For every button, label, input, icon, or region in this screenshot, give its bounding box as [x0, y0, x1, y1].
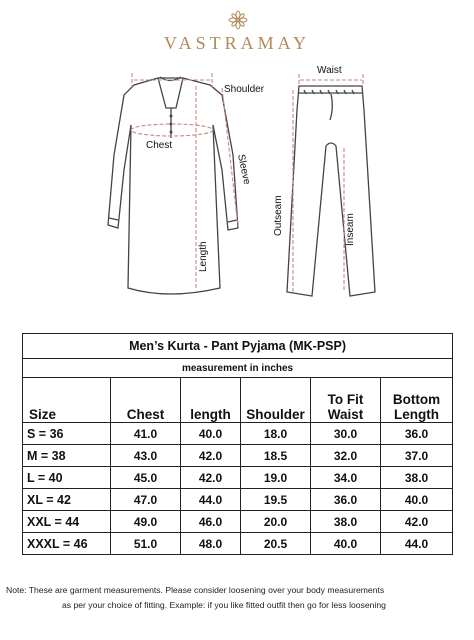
- cell-shoulder: 18.5: [241, 445, 311, 467]
- cell-chest: 43.0: [111, 445, 181, 467]
- header-to-fit-waist: To Fit Waist: [311, 378, 381, 423]
- header-shoulder: Shoulder: [241, 378, 311, 423]
- label-chest: Chest: [146, 140, 173, 151]
- cell-shoulder: 19.5: [241, 489, 311, 511]
- table-row: [23, 423, 453, 445]
- cell-size: XXXL = 46: [23, 533, 111, 555]
- cell-size: M = 38: [23, 445, 111, 467]
- label-sleeve: Sleeve: [235, 153, 253, 186]
- cell-length: 48.0: [181, 533, 241, 555]
- label-length: Length: [198, 241, 209, 272]
- label-waist: Waist: [317, 65, 342, 76]
- cell-chest: 45.0: [111, 467, 181, 489]
- cell-bottom-length: 37.0: [381, 445, 453, 467]
- cell-length: 44.0: [181, 489, 241, 511]
- cell-waist: 40.0: [311, 533, 381, 555]
- cell-size: XL = 42: [23, 489, 111, 511]
- note-line-1: Note: These are garment measurements. Please consider loosening over your body measurements: [6, 585, 385, 595]
- measurement-diagram: [0, 60, 474, 315]
- cell-bottom-length: 38.0: [381, 467, 453, 489]
- cell-chest: 41.0: [111, 423, 181, 445]
- cell-shoulder: 20.5: [241, 533, 311, 555]
- cell-length: 42.0: [181, 445, 241, 467]
- cell-bottom-length: 42.0: [381, 511, 453, 533]
- cell-chest: 49.0: [111, 511, 181, 533]
- table-row: [23, 533, 453, 555]
- table-row: [23, 445, 453, 467]
- cell-size: L = 40: [23, 467, 111, 489]
- cell-shoulder: 19.0: [241, 467, 311, 489]
- cell-length: 42.0: [181, 467, 241, 489]
- brand-header: [0, 8, 474, 58]
- flower-icon: [228, 10, 248, 30]
- header-chest: Chest: [111, 378, 181, 423]
- note-line-2: as per your choice of fitting. Example: if you like fitted outfit then go for less loosening: [62, 600, 386, 610]
- table-subtitle: measurement in inches: [23, 359, 453, 378]
- brand-name: VASTRAMAY: [163, 33, 311, 53]
- header-size: Size: [23, 378, 111, 423]
- header-length: length: [181, 378, 241, 423]
- cell-shoulder: 18.0: [241, 423, 311, 445]
- cell-waist: 38.0: [311, 511, 381, 533]
- cell-waist: 32.0: [311, 445, 381, 467]
- size-chart-table: [22, 333, 453, 555]
- cell-length: 46.0: [181, 511, 241, 533]
- table-row: [23, 511, 453, 533]
- table-row: [23, 489, 453, 511]
- cell-shoulder: 20.0: [241, 511, 311, 533]
- cell-size: S = 36: [23, 423, 111, 445]
- fitting-note: [6, 583, 468, 613]
- cell-bottom-length: 36.0: [381, 423, 453, 445]
- cell-chest: 51.0: [111, 533, 181, 555]
- label-shoulder: Shoulder: [224, 84, 265, 95]
- label-outseam: Outseam: [273, 195, 284, 236]
- kurta-illustration: [108, 77, 238, 294]
- cell-length: 40.0: [181, 423, 241, 445]
- cell-size: XXL = 44: [23, 511, 111, 533]
- cell-waist: 30.0: [311, 423, 381, 445]
- header-bottom-length: Bottom Length: [381, 378, 453, 423]
- cell-chest: 47.0: [111, 489, 181, 511]
- table-title: Men’s Kurta - Pant Pyjama (MK-PSP): [23, 334, 453, 359]
- cell-waist: 36.0: [311, 489, 381, 511]
- cell-bottom-length: 40.0: [381, 489, 453, 511]
- cell-waist: 34.0: [311, 467, 381, 489]
- cell-bottom-length: 44.0: [381, 533, 453, 555]
- table-row: [23, 467, 453, 489]
- table-header-row: [23, 378, 453, 423]
- label-inseam: Inseam: [345, 213, 356, 246]
- pyjama-illustration: [287, 86, 375, 296]
